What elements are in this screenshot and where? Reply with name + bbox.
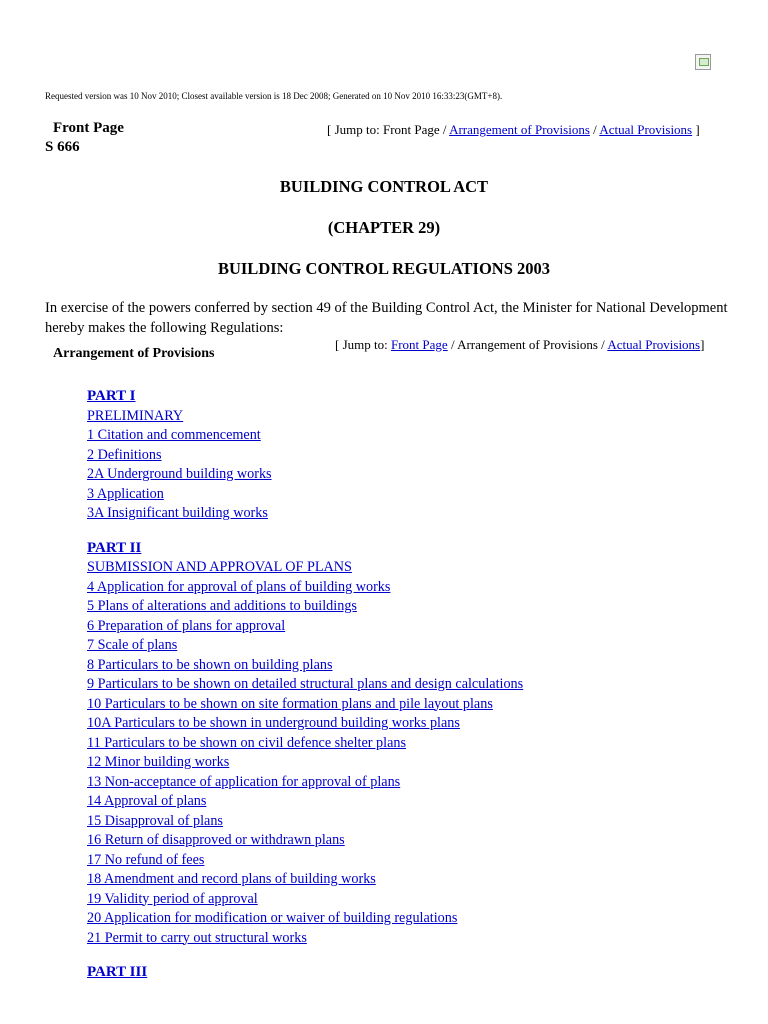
toc-item[interactable]: 20 Application for modification or waiver of building regulations xyxy=(87,910,458,926)
toc-item[interactable]: 14 Approval of plans xyxy=(87,793,207,809)
link-front-page[interactable]: Front Page xyxy=(390,337,448,352)
chapter-title: (CHAPTER 29) xyxy=(327,218,441,237)
jump-nav-front xyxy=(327,122,700,138)
version-note: Requested version was 10 Nov 2010; Closest available version is 18 Dec 2008; Generated on 10 Nov 2010 16:33:23(GMT+8). xyxy=(45,91,503,101)
jump-suffix: ] xyxy=(700,337,705,352)
toc-part-ii-title[interactable]: SUBMISSION AND APPROVAL OF PLANS xyxy=(87,559,352,575)
table-of-contents xyxy=(87,387,523,983)
toc-item[interactable]: 15 Disapproval of plans xyxy=(87,812,223,829)
toc-item[interactable]: 3 Application xyxy=(87,485,164,502)
toc-item[interactable]: 3A Insignificant building works xyxy=(87,505,268,521)
jump-separator: / xyxy=(593,122,597,137)
toc-item[interactable]: 17 No refund of fees xyxy=(87,851,205,868)
act-title: BUILDING CONTROL ACT xyxy=(279,177,489,196)
toc-item[interactable]: 1 Citation and commencement xyxy=(87,427,261,443)
front-page-title: Front Page xyxy=(53,120,124,136)
toc-item[interactable]: 13 Non-acceptance of application for approval of plans xyxy=(87,773,401,790)
toc-item[interactable]: 18 Amendment and record plans of building works xyxy=(87,871,376,887)
toc-item[interactable]: 16 Return of disapproved or withdrawn plans xyxy=(87,832,345,848)
arrangement-title: Arrangement of Provisions xyxy=(53,346,215,361)
regulations-title: BUILDING CONTROL REGULATIONS 2003 xyxy=(217,259,551,278)
toc-item[interactable]: 10 Particulars to be shown on site formation plans and pile layout plans xyxy=(87,695,493,712)
toc-part-i[interactable]: PART I xyxy=(87,388,136,404)
toc-item[interactable]: 5 Plans of alterations and additions to buildings xyxy=(87,598,357,614)
toc-item[interactable]: 2A Underground building works xyxy=(87,466,272,482)
toc-item[interactable]: 21 Permit to carry out structural works xyxy=(87,929,307,946)
toc-item[interactable]: 10A Particulars to be shown in underground building works plans xyxy=(87,715,460,731)
toc-part-iii[interactable]: PART III xyxy=(87,964,148,980)
jump-prefix: [ Jump to: Front Page / xyxy=(327,122,447,137)
enacting-formula: In exercise of the powers conferred by section 49 of the Building Control Act, the Minister for National Development hereby makes the following Regulations: xyxy=(45,300,728,336)
toc-item[interactable]: 9 Particulars to be shown on detailed structural plans and design calculations xyxy=(87,676,524,692)
toc-part-i-title[interactable]: PRELIMINARY xyxy=(87,407,184,424)
link-actual-provisions[interactable]: Actual Provisions xyxy=(607,337,701,352)
toc-item[interactable]: 19 Validity period of approval xyxy=(87,890,258,907)
jump-nav-arrangement xyxy=(335,337,704,353)
toc-item[interactable]: 4 Application for approval of plans of building works xyxy=(87,578,391,595)
toc-item[interactable]: 12 Minor building works xyxy=(87,754,230,770)
broken-image-icon xyxy=(695,54,711,70)
toc-item[interactable]: 7 Scale of plans xyxy=(87,637,178,653)
toc-part-ii[interactable]: PART II xyxy=(87,539,142,556)
jump-suffix: ] xyxy=(695,122,700,137)
toc-item[interactable]: 6 Preparation of plans for approval xyxy=(87,617,286,634)
toc-item[interactable]: 8 Particulars to be shown on building plans xyxy=(87,656,333,673)
toc-item[interactable]: 2 Definitions xyxy=(87,446,162,463)
subsidiary-legislation-number: S 666 xyxy=(45,139,80,155)
jump-prefix: [ Jump to: xyxy=(335,337,388,352)
jump-middle: / Arrangement of Provisions / xyxy=(450,337,605,352)
toc-item[interactable]: 11 Particulars to be shown on civil defence shelter plans xyxy=(87,734,406,751)
link-actual-provisions[interactable]: Actual Provisions xyxy=(599,122,693,137)
link-arrangement-of-provisions[interactable]: Arrangement of Provisions xyxy=(449,122,590,137)
